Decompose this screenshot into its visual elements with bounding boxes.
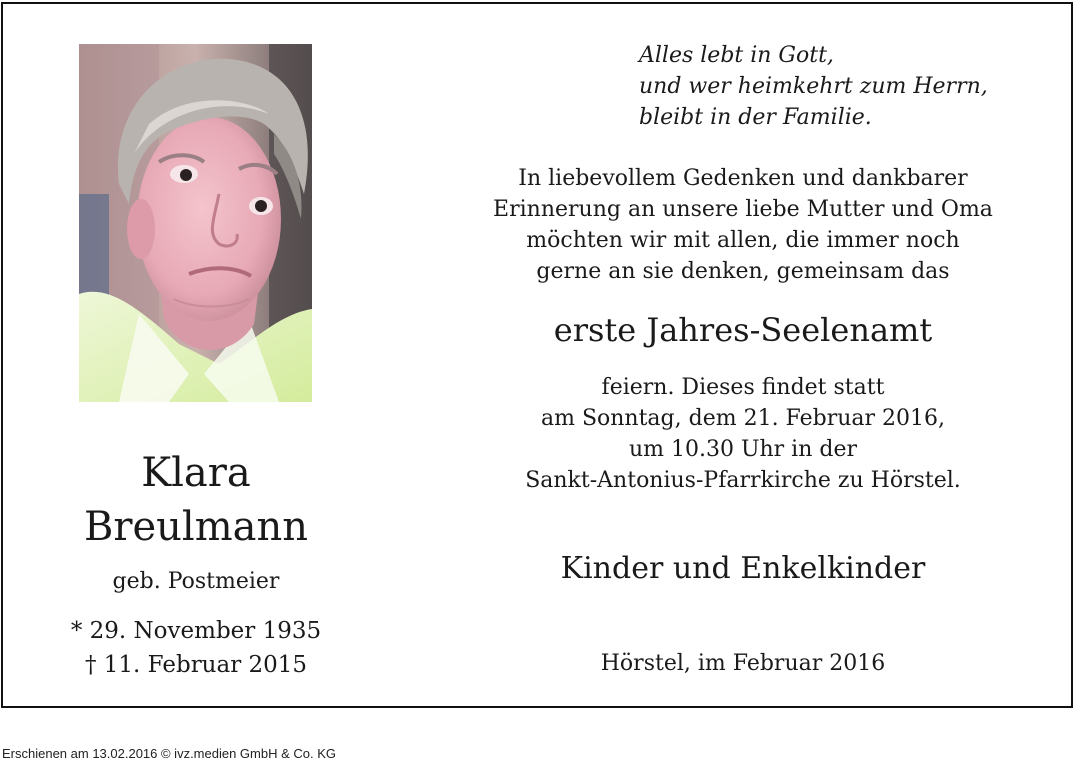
intro-line: Erinnerung an unsere liebe Mutter und Oma [493, 197, 993, 222]
details-paragraph [443, 372, 1043, 496]
notice-frame [1, 2, 1073, 708]
portrait-photo [79, 44, 312, 402]
verse-block [639, 40, 988, 133]
place-date: Hörstel, im Februar 2016 [600, 651, 886, 676]
verse-line: Alles lebt in Gott, [639, 43, 834, 68]
details-line: Sankt-Antonius-Pfarrkirche zu Hörstel. [525, 468, 961, 493]
details-line: feiern. Dieses findet statt [601, 375, 885, 400]
intro-line: möchten wir mit allen, die immer noch [526, 228, 960, 253]
mass-headline: erste Jahres-Seelenamt [553, 311, 933, 349]
verse-line: bleibt in der Familie. [639, 105, 872, 130]
verse-line: und wer heimkehrt zum Herrn, [639, 74, 988, 99]
death-date: † 11. Februar 2015 [84, 652, 308, 678]
family-signature: Kinder und Enkelkinder [560, 551, 926, 586]
intro-paragraph [443, 163, 1043, 287]
details-line: um 10.30 Uhr in der [628, 437, 858, 462]
deceased-maiden-name: geb. Postmeier [112, 569, 280, 594]
birth-date: * 29. November 1935 [70, 618, 322, 644]
intro-line: gerne an sie denken, gemeinsam das [536, 259, 950, 284]
deceased-first-name: Klara [141, 450, 251, 496]
intro-line: In liebevollem Gedenken und dankbarer [518, 166, 968, 191]
deceased-last-name: Breulmann [83, 504, 309, 550]
details-line: am Sonntag, dem 21. Februar 2016, [540, 406, 946, 431]
publication-credit: Erschienen am 13.02.2016 © ivz.medien GmbH & Co. KG [2, 746, 337, 761]
